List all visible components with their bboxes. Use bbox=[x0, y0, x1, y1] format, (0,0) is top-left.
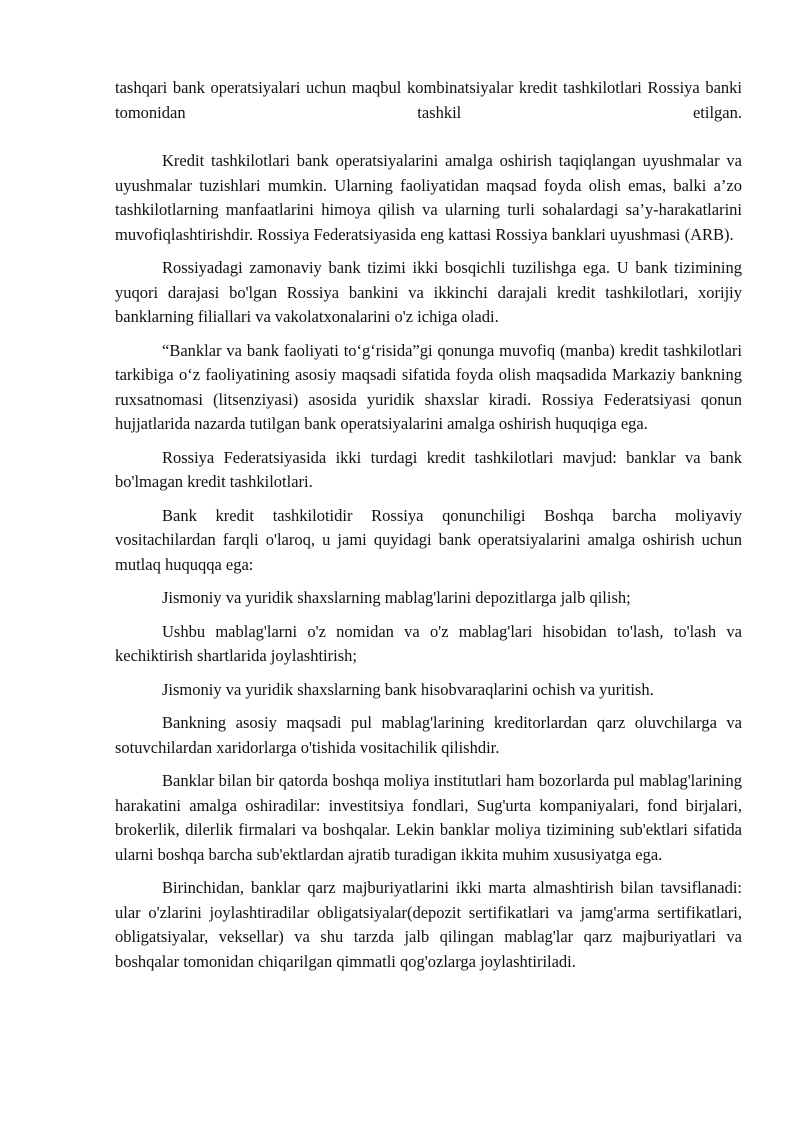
paragraph-bank-definition: Bank kredit tashkilotidir Rossiya qonunchiligi Boshqa barcha moliyaviy vositachilardan farqli o'laroq, u jami quyidagi bank operatsiyalarini amalga oshirish uchun mutlaq huquqqa ega: bbox=[115, 505, 742, 574]
paragraph-two-tier-system: Rossiyadagi zamonaviy bank tizimi ikki bosqichli tuzilishga ega. U bank tizimining yuqori darajasi bo'lgan Rossiya bankini va ikkinchi darajali kredit tashkilotlari, xorijiy banklarning filiallari va vakolatxonalarini o'z ichiga oladi. bbox=[115, 258, 742, 326]
paragraph-banking-law: “Banklar va bank faoliyati to‘g‘risida”gi qonunga muvofiq (manba) kredit tashkilotlari tarkibiga o‘z faoliyatining asosiy maqsadi sifatida foyda olish maqsadida Markaziy bankning ruxsatnomasi (litsenziyasi) asosida yuridik shaxslar kiradi. Rossiya Federatsiyasi qonun hujjatlarida nazarda tutilgan bank operatsiyalarini amalga oshirish huquqiga ega. bbox=[115, 340, 742, 433]
paragraph-continuation: tashqari bank operatsiyalari uchun maqbul kombinatsiyalar kredit tashkilotlari Rossiya banki tomonidan tashkil etilgan. bbox=[115, 78, 742, 122]
document-page bbox=[115, 76, 742, 983]
list-item-accounts: Jismoniy va yuridik shaxslarning bank hisobvaraqlarini ochish va yuritish. bbox=[162, 679, 654, 699]
list-item-deposits: Jismoniy va yuridik shaxslarning mablag'larini depozitlarga jalb qilish; bbox=[162, 588, 631, 607]
paragraph-credit-types: Rossiya Federatsiyasida ikki turdagi kredit tashkilotlari mavjud: banklar va bank bo'lmagan kredit tashkilotlari. bbox=[115, 447, 742, 491]
paragraph-credit-associations: Kredit tashkilotlari bank operatsiyalarini amalga oshirish taqiqlangan uyushmalar va uyushmalar tuzishlari mumkin. Ularning faoliyatidan maqsad foyda olish emas, balki a’zo tashkilotlarning manfaatlarini himoya qilish va ularning turli sohalardagi sa’y-harakatlarini muvofiqlashtirishdir. Rossiya Federatsiyasida eng kattasi Rossiya banklari uyushmasi (ARB). bbox=[115, 151, 742, 244]
list-item-placement: Ushbu mablag'larni o'z nomidan va o'z mablag'lari hisobidan to'lash, to'lash va kechiktirish shartlarida joylashtirish; bbox=[115, 621, 742, 665]
paragraph-financial-institutions: Banklar bilan bir qatorda boshqa moliya institutlari ham bozorlarda pul mablag'larining harakatini amalga oshiradilar: investitsiya fondlari, Sug'urta kompaniyalari, fond birjalari, brokerlik, dilerlik firmalari va boshqalar. Lekin banklar moliya tizimining sub'ektlari sifatida ularni boshqa barcha sub'ektlardan ajratib turadigan ikkita muhim xususiyatga ega. bbox=[115, 771, 742, 864]
paragraph-bank-purpose: Bankning asosiy maqsadi pul mablag'larining kreditorlardan qarz oluvchilarga va sotuvchilardan xaridorlarga o'tishida vositachilik qilishdir. bbox=[115, 713, 742, 757]
paragraph-firstly: Birinchidan, banklar qarz majburiyatlarini ikki marta almashtirish bilan tavsiflanadi: ular o'zlarini joylashtiradilar obligatsiyalar(depozit sertifikatlari va jamg'arma sertifikatlari, obligatsiyalar, veksellar) va shu tarzda jalb qilingan mablag'lar qarz majburiyatlari va boshqalar tomonidan chiqarilgan qimmatli qog'ozlarga joylashtiriladi. bbox=[115, 878, 742, 971]
